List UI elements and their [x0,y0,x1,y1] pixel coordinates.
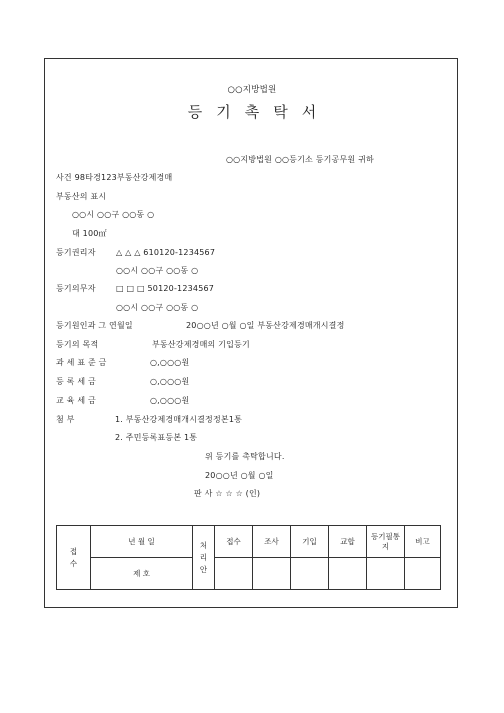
tax-base-value: ○,○○○원 [150,358,190,367]
property-address: ○○시 ○○구 ○○동 ○ [72,210,155,219]
receipt-number-label: 제 호 [133,568,150,578]
column-header: 조사 [253,526,291,558]
document-title: 등기촉탁서 [187,103,331,121]
attachment-1: 1. 부동산강제경매개시결정정본1통 [115,415,243,424]
property-heading: 부동산의 표시 [56,192,107,201]
rights-holder-address: ○○시 ○○구 ○○동 ○ [116,266,199,275]
empty-cell [329,558,367,590]
column-header: 접수 [215,526,253,558]
empty-cell [367,558,405,590]
column-header: 교합 [329,526,367,558]
rights-holder-label: 등기권리자 [56,248,96,257]
cause-value: 20○○년 ○월 ○일 부동산강제경매개시결정 [186,321,345,330]
cause-label: 등기원인과 그 연월일 [56,321,133,330]
court-name: ○○지방법원 [227,85,277,95]
empty-cell [253,558,291,590]
receipt-table [56,525,441,590]
request-date: 20○○년 ○월 ○일 [205,471,274,480]
purpose-value: 부동산강제경매의 기입등기 [152,340,250,349]
obligor-label: 등기의무자 [56,284,96,293]
empty-cell [405,558,441,590]
request-text: 위 등기를 촉탁합니다. [205,452,285,461]
registration-tax-label: 등 록 세 금 [56,377,96,386]
process-label-cell [193,526,215,590]
property-land: 대 100㎡ [72,229,107,238]
process-label: 처리안 [199,540,208,574]
receipt-date-cell [91,526,193,558]
rights-holder-name: △ △ △ 610120-1234567 [116,248,216,257]
judge-signature-line: 판 사 ☆ ☆ ☆ (인) [194,489,261,498]
receipt-label: 접수 [69,546,78,568]
addressee: ○○지방법원 ○○등기소 등기공무원 귀하 [226,155,374,164]
tax-base-label: 과 세 표 준 금 [56,358,107,367]
obligor-name: □ □ □ 50120-1234567 [116,284,215,293]
case-number: 사건 98타경123부동산강제경매 [56,173,173,182]
column-header: 비고 [405,526,441,558]
purpose-label: 등기의 목적 [56,340,99,349]
obligor-address: ○○시 ○○구 ○○동 ○ [116,303,199,312]
attachment-label: 첨 부 [56,415,75,424]
column-header: 기입 [291,526,329,558]
registration-tax-value: ○,○○○원 [150,377,190,386]
receipt-date-label: 년 월 일 [128,536,155,546]
education-tax-value: ○,○○○원 [150,396,190,405]
empty-cell [291,558,329,590]
education-tax-label: 교 육 세 금 [56,396,96,405]
empty-cell [215,558,253,590]
receipt-label-cell [57,526,91,590]
attachment-2: 2. 주민등록표등본 1통 [115,433,198,442]
receipt-number-cell [91,558,193,590]
column-header: 등기필통 지 [367,526,405,558]
